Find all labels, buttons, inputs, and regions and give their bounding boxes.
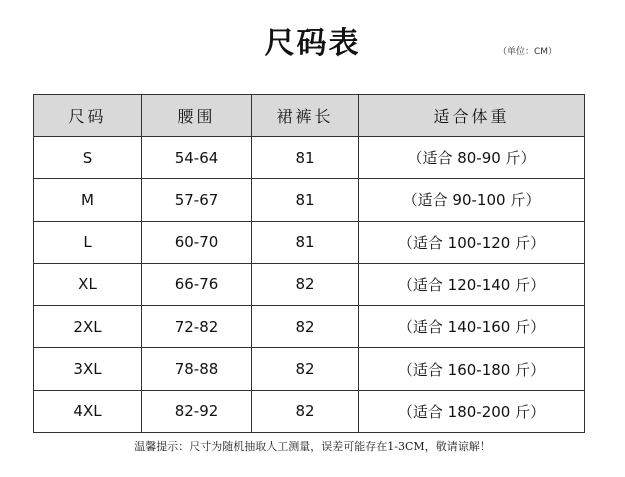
cell-size: 3XL (34, 348, 142, 390)
cell-waist: 57-67 (142, 179, 252, 221)
header-length: 裙裤长 (252, 95, 359, 137)
cell-size: M (34, 179, 142, 221)
size-chart-table (33, 94, 585, 433)
cell-length: 81 (252, 221, 359, 263)
footer-note: 温馨提示：尺寸为随机抽取人工测量，误差可能存在1-3CM，敬请谅解！ (134, 440, 491, 453)
cell-length: 82 (252, 390, 359, 432)
cell-weight: （适合 140-160 斤） (359, 306, 585, 348)
table-row (34, 179, 585, 221)
cell-length: 82 (252, 348, 359, 390)
unit-note: （单位：CM） (497, 47, 557, 57)
cell-waist: 60-70 (142, 221, 252, 263)
table-row (34, 390, 585, 432)
page-title: 尺码表 (264, 26, 361, 61)
cell-size: 4XL (34, 390, 142, 432)
table-row (34, 137, 585, 179)
table-row (34, 263, 585, 305)
cell-weight: （适合 80-90 斤） (359, 137, 585, 179)
cell-length: 81 (252, 137, 359, 179)
cell-size: 2XL (34, 306, 142, 348)
cell-length: 82 (252, 263, 359, 305)
cell-weight: （适合 180-200 斤） (359, 390, 585, 432)
cell-size: XL (34, 263, 142, 305)
cell-size: L (34, 221, 142, 263)
cell-weight: （适合 160-180 斤） (359, 348, 585, 390)
cell-size: S (34, 137, 142, 179)
cell-weight: （适合 100-120 斤） (359, 221, 585, 263)
table-row (34, 221, 585, 263)
table-header-row (34, 95, 585, 137)
cell-waist: 78-88 (142, 348, 252, 390)
header-size: 尺码 (34, 95, 142, 137)
cell-weight: （适合 120-140 斤） (359, 263, 585, 305)
cell-waist: 54-64 (142, 137, 252, 179)
cell-waist: 66-76 (142, 263, 252, 305)
table-row (34, 306, 585, 348)
cell-waist: 82-92 (142, 390, 252, 432)
cell-waist: 72-82 (142, 306, 252, 348)
header-waist: 腰围 (142, 95, 252, 137)
header-weight: 适合体重 (359, 95, 585, 137)
cell-length: 81 (252, 179, 359, 221)
cell-weight: （适合 90-100 斤） (359, 179, 585, 221)
table-row (34, 348, 585, 390)
cell-length: 82 (252, 306, 359, 348)
